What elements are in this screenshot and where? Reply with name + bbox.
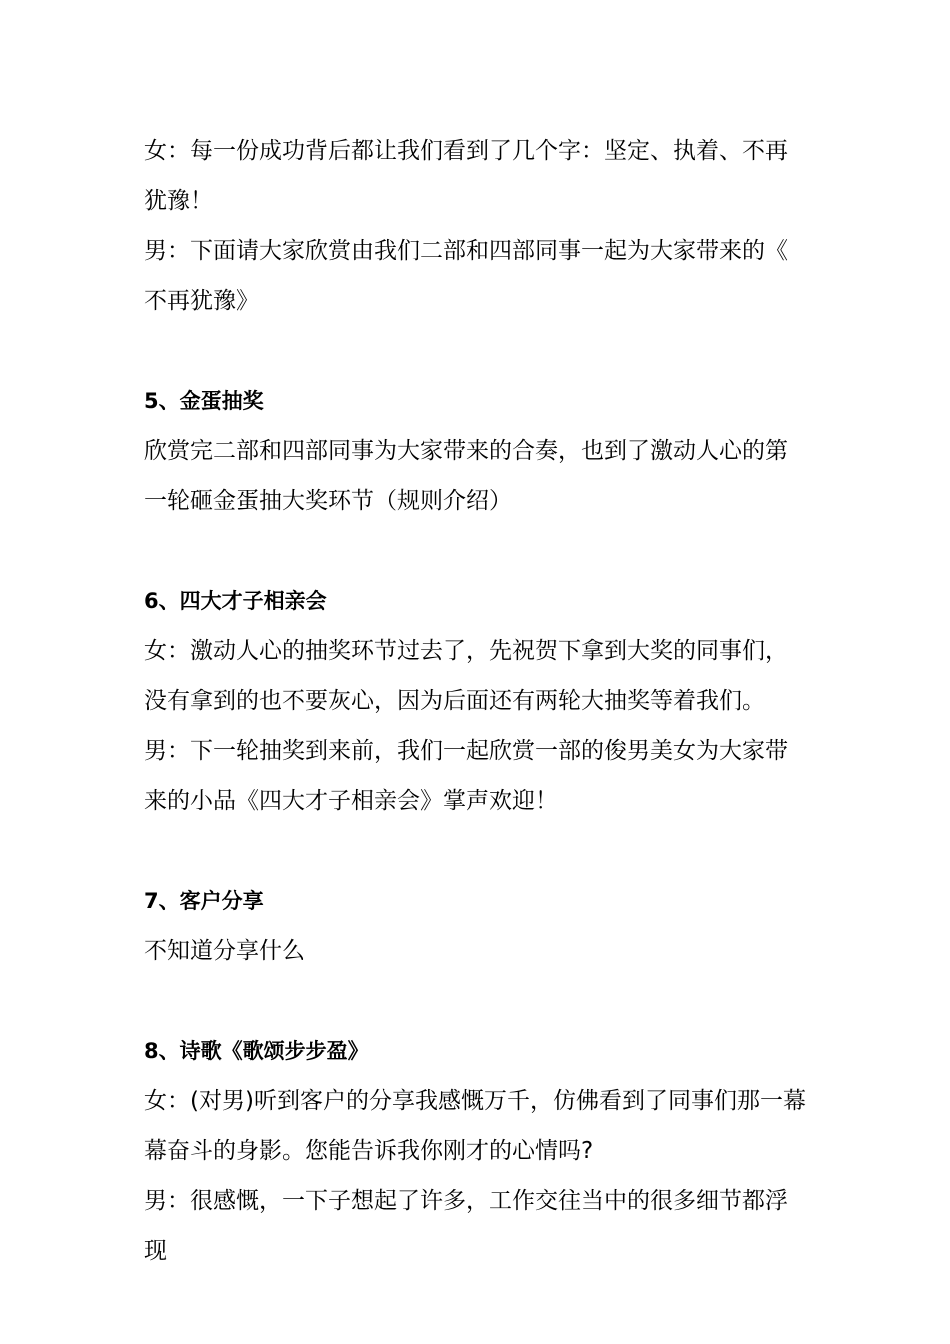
dialogue-line-male: 男：很感慨，一下子想起了许多，工作交往当中的很多细节都浮现 bbox=[144, 1188, 788, 1264]
dialogue-line-female: 女：激动人心的抽奖环节过去了，先祝贺下拿到大奖的同事们，没有拿到的也不要灰心，因为后面还有两轮大抽奖等着我们。 bbox=[144, 638, 788, 714]
section-gap bbox=[144, 826, 810, 876]
narration-paragraph: 欣赏完二部和四部同事为大家带来的合奏，也到了激动人心的第一轮砸金蛋抽大奖环节（规则介绍） bbox=[144, 438, 788, 514]
dialogue-line-male: 男：下一轮抽奖到来前，我们一起欣赏一部的俊男美女为大家带来的小品《四大才子相亲会》掌声欢迎！ bbox=[144, 738, 788, 814]
section-gap bbox=[144, 526, 810, 576]
section-heading-four-talents: 6、四大才子相亲会 bbox=[144, 589, 327, 613]
dialogue-line-female: 女：每一份成功背后都让我们看到了几个字：坚定、执着、不再犹豫！ bbox=[144, 138, 788, 214]
narration-paragraph: 不知道分享什么 bbox=[144, 938, 305, 964]
dialogue-line-male: 男：下面请大家欣赏由我们二部和四部同事一起为大家带来的《不再犹豫》 bbox=[144, 238, 788, 314]
dialogue-line-female: 女：(对男)听到客户的分享我感慨万千，仿佛看到了同事们那一幕幕奋斗的身影。您能告诉我你刚才的心情吗? bbox=[144, 1088, 806, 1164]
section-heading-poem: 8、诗歌《歌颂步步盈》 bbox=[144, 1039, 369, 1063]
section-heading-golden-egg-draw: 5、金蛋抽奖 bbox=[144, 389, 264, 413]
section-heading-customer-sharing: 7、客户分享 bbox=[144, 889, 264, 913]
document-body bbox=[144, 126, 810, 1276]
section-gap bbox=[144, 326, 810, 376]
section-gap bbox=[144, 976, 810, 1026]
